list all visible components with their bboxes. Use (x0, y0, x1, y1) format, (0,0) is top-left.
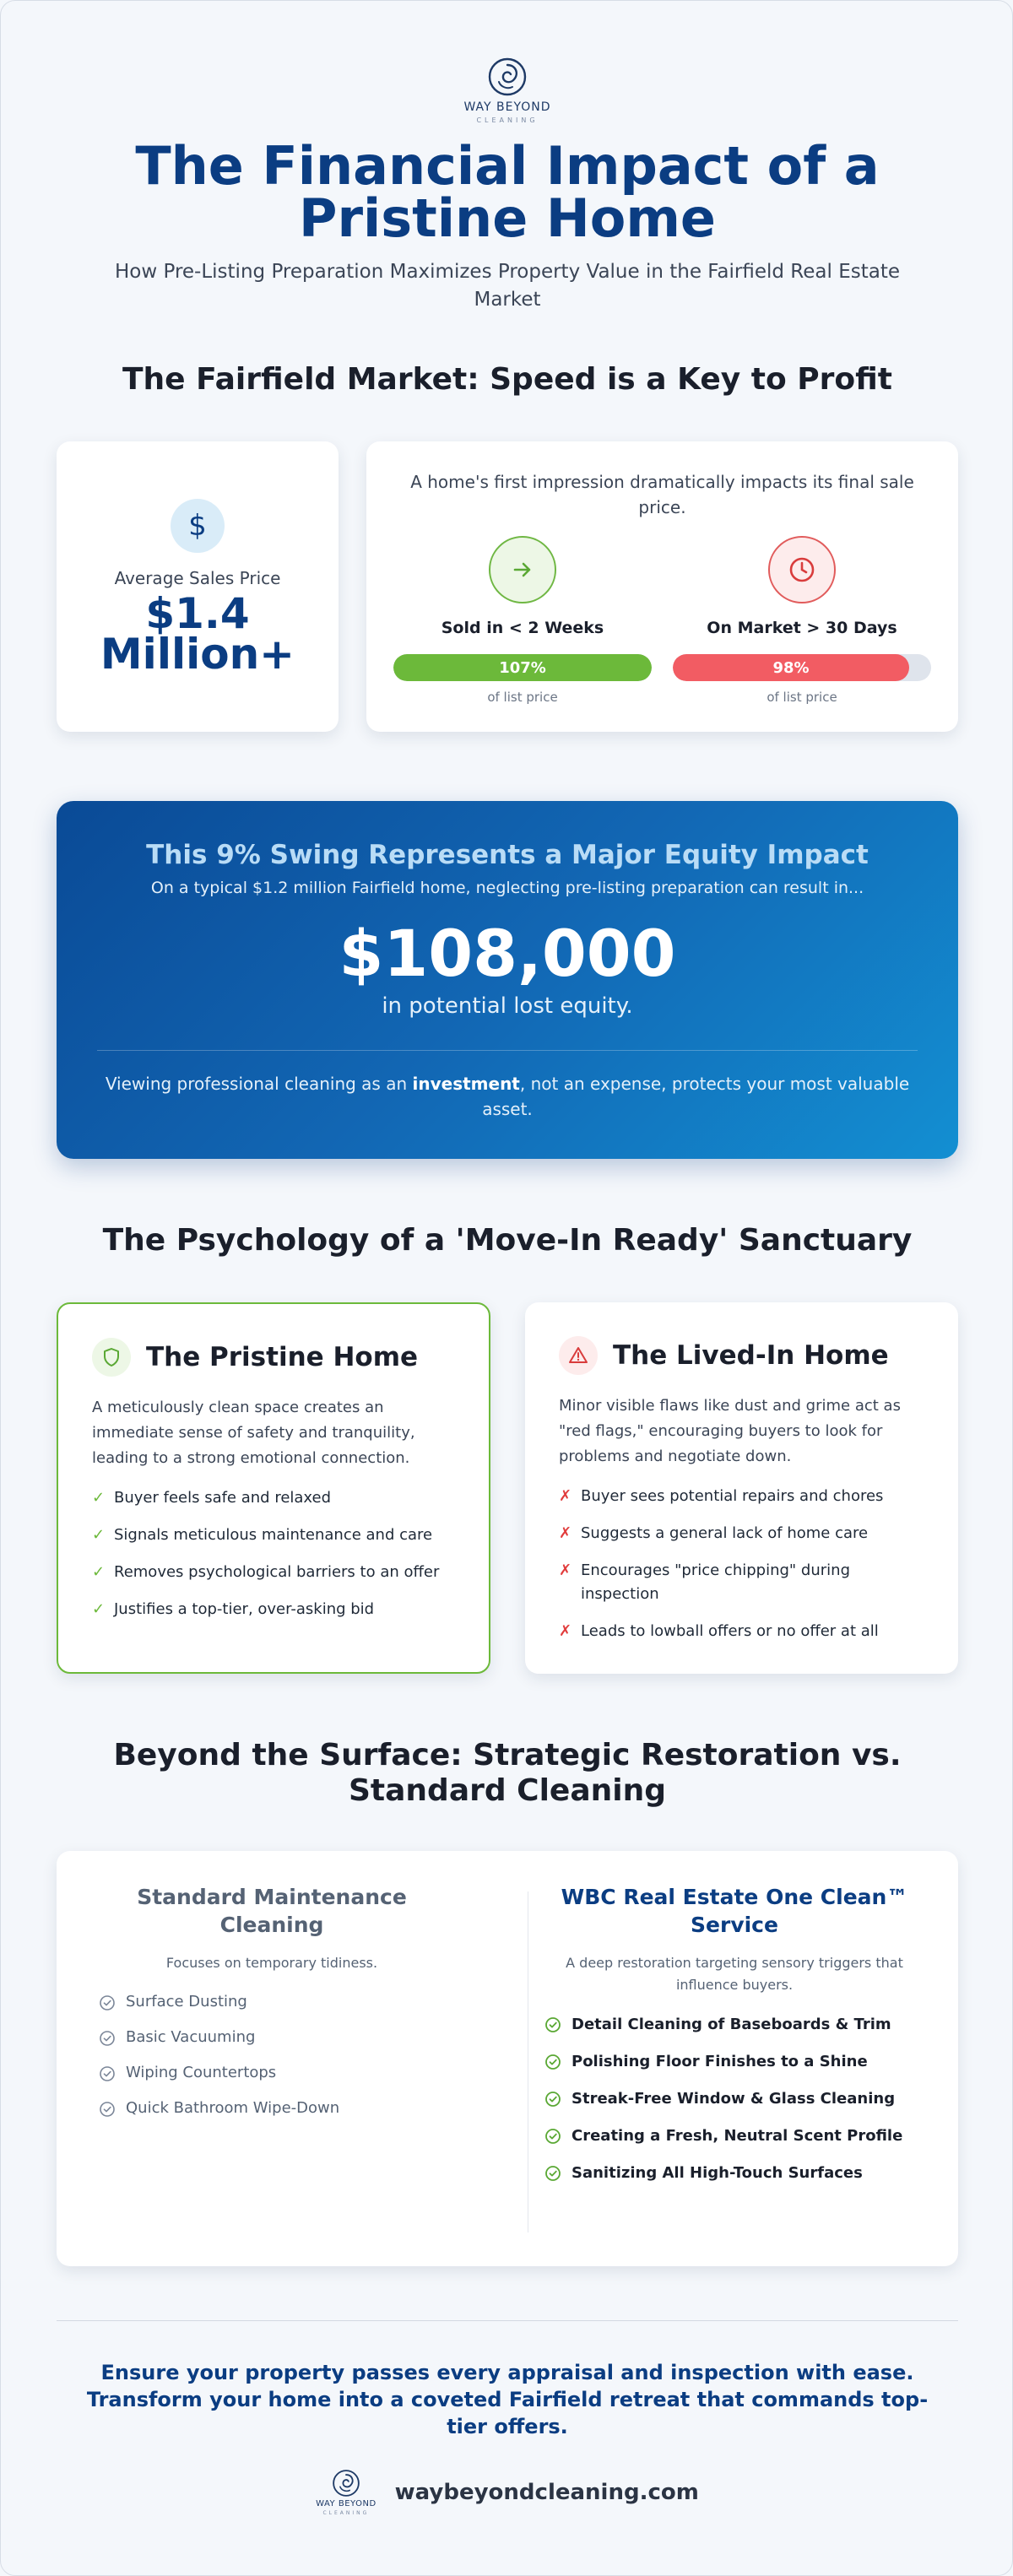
footer-divider (57, 2320, 958, 2321)
average-price-card (57, 441, 339, 732)
swirl-logo-icon (332, 2469, 360, 2498)
check-circle-icon (544, 2091, 561, 2108)
check-circle-icon (544, 2054, 561, 2070)
cross-icon: ✗ (559, 1524, 572, 1542)
logo-wordmark: WAY BEYOND (463, 100, 551, 114)
slow-sale-column (673, 536, 931, 705)
pristine-home-description: A meticulously clean space creates an immediate sense of safety and tranquility, leading to a strong emotional connection. (92, 1399, 415, 1467)
fast-sale-column (393, 536, 652, 705)
restoration-section-title: Beyond the Surface: Strategic Restoration vs. Standard Cleaning (113, 1738, 902, 1808)
website-link[interactable]: waybeyondcleaning.com (394, 2480, 699, 2505)
footer-brand (1, 2469, 1013, 2516)
lived-in-home-card (525, 1302, 958, 1674)
market-section-title: The Fairfield Market: Speed is a Key to Profit (122, 362, 893, 397)
warning-icon (559, 1336, 598, 1375)
equity-title: This 9% Swing Represents a Major Equity Impact (146, 840, 869, 870)
list-item (92, 1598, 455, 1621)
footer-logo (316, 2469, 376, 2516)
lived-in-home-title: The Lived-In Home (613, 1340, 889, 1371)
footer-logo-subtext: CLEANING (322, 2510, 370, 2516)
note-text-end: , not an expense, protects your most valuable asset. (482, 1074, 910, 1119)
list-item-text: Wiping Countertops (126, 2064, 277, 2081)
list-item (99, 2027, 445, 2048)
check-icon: ✓ (92, 1489, 106, 1507)
fast-sale-label: Sold in < 2 Weeks (441, 619, 604, 637)
slow-sale-label: On Market > 30 Days (707, 619, 897, 637)
lived-in-drawbacks-list (559, 1485, 924, 1643)
list-item-text: Removes psychological barriers to an offer (114, 1563, 440, 1581)
check-circle-icon (99, 2030, 116, 2047)
arrow-right-icon (489, 536, 556, 603)
slow-sale-bar-track (673, 654, 931, 681)
equity-impact-banner (57, 801, 958, 1159)
clock-icon (768, 536, 836, 603)
standard-cleaning-description: Focuses on temporary tidiness. (165, 1955, 378, 1971)
list-item (544, 2013, 924, 2037)
psychology-section-title: The Psychology of a 'Move-In Ready' Sanctuary (102, 1223, 913, 1258)
dollar-icon: $ (171, 499, 225, 553)
check-circle-icon (544, 2128, 561, 2145)
lived-in-home-description: Minor visible flaws like dust and grime act as "red flags," encouraging buyers to look for problems and negotiate down. (559, 1397, 901, 1465)
logo-subtext: CLEANING (476, 116, 539, 124)
check-circle-icon (99, 1994, 116, 2011)
check-circle-icon (544, 2016, 561, 2033)
list-item (544, 2087, 924, 2111)
cross-icon: ✗ (559, 1487, 572, 1505)
comparison-intro: A home's first impression dramatically impacts its final sale price. (410, 472, 914, 517)
wbc-service-description: A deep restoration targeting sensory triggers that influence buyers. (566, 1955, 903, 1993)
footer-call-to-action: Ensure your property passes every appraisal and inspection with ease. Transform your home into a coveted Fairfield retreat that commands top-tier offers. (86, 2361, 929, 2438)
note-text-start: Viewing professional cleaning as an (105, 1074, 413, 1094)
pristine-home-title: The Pristine Home (146, 1342, 419, 1372)
check-icon: ✓ (92, 1563, 106, 1581)
sale-speed-comparison-card (366, 441, 958, 732)
stat-label: Average Sales Price (114, 568, 281, 588)
fast-sale-caption: of list price (487, 690, 558, 705)
equity-subtitle: On a typical $1.2 million Fairfield home, neglecting pre-listing preparation can result in... (150, 879, 864, 897)
footer-logo-wordmark: WAY BEYOND (316, 2499, 376, 2508)
check-icon: ✓ (92, 1600, 106, 1618)
list-item-text: Sanitizing All High-Touch Surfaces (572, 2164, 863, 2182)
shield-icon (92, 1338, 131, 1377)
investment-note (99, 1071, 916, 1122)
cross-icon: ✗ (559, 1622, 572, 1640)
list-item-text: Suggests a general lack of home care (581, 1524, 869, 1542)
fast-sale-bar-fill: 107% (393, 654, 652, 681)
standard-cleaning-list (99, 1991, 445, 2119)
list-item (99, 2062, 445, 2084)
pristine-home-card (57, 1302, 490, 1674)
list-item (559, 1485, 924, 1508)
check-circle-icon (544, 2165, 561, 2182)
list-item-text: Streak-Free Window & Glass Cleaning (572, 2090, 896, 2108)
standard-cleaning-column (57, 1883, 487, 2133)
list-item (99, 2097, 445, 2119)
swirl-logo-icon (487, 57, 528, 97)
list-item-text: Leads to lowball offers or no offer at all (581, 1622, 879, 1640)
lost-equity-value: $108,000 (339, 916, 676, 991)
list-item-text: Surface Dusting (126, 1993, 247, 2010)
list-item-text: Encourages "price chipping" during inspection (581, 1561, 850, 1603)
cross-icon: ✗ (559, 1561, 572, 1579)
slow-sale-bar-fill: 98% (673, 654, 909, 681)
list-item-text: Creating a Fresh, Neutral Scent Profile (572, 2127, 903, 2145)
stat-value: $1.4 Million+ (100, 589, 295, 679)
list-item-text: Polishing Floor Finishes to a Shine (572, 2053, 868, 2070)
wbc-service-column (528, 1883, 958, 2199)
standard-cleaning-title: Standard Maintenance Cleaning (137, 1885, 407, 1937)
pristine-benefits-list (92, 1486, 455, 1621)
wbc-service-title: WBC Real Estate One Clean™ Service (561, 1885, 908, 1937)
wbc-service-list (544, 2013, 924, 2185)
list-item (92, 1561, 455, 1584)
page-subtitle: How Pre-Listing Preparation Maximizes Property Value in the Fairfield Real Estate Market (115, 261, 900, 311)
brand-logo (1, 57, 1013, 124)
list-item (544, 2050, 924, 2074)
list-item (559, 1559, 924, 1606)
list-item (559, 1620, 924, 1643)
list-item (92, 1486, 455, 1510)
list-item-text: Buyer sees potential repairs and chores (581, 1487, 884, 1505)
check-icon: ✓ (92, 1526, 106, 1544)
banner-divider (97, 1050, 918, 1051)
check-circle-icon (99, 2065, 116, 2082)
note-bold-investment: investment (412, 1074, 520, 1094)
service-comparison-card (57, 1851, 958, 2266)
slow-sale-caption: of list price (767, 690, 837, 705)
list-item (99, 1991, 445, 2013)
list-item (544, 2162, 924, 2185)
list-item (92, 1523, 455, 1547)
list-item-text: Detail Cleaning of Baseboards & Trim (572, 2016, 891, 2033)
list-item (559, 1522, 924, 1545)
check-circle-icon (99, 2101, 116, 2118)
list-item-text: Justifies a top-tier, over-asking bid (114, 1600, 375, 1618)
fast-sale-bar-track (393, 654, 652, 681)
list-item-text: Buyer feels safe and relaxed (114, 1489, 332, 1507)
page-title: The Financial Impact of a Pristine Home (135, 135, 880, 249)
list-item-text: Signals meticulous maintenance and care (114, 1526, 433, 1544)
list-item (544, 2124, 924, 2148)
list-item-text: Quick Bathroom Wipe-Down (126, 2099, 340, 2117)
lost-equity-caption: in potential lost equity. (382, 993, 633, 1019)
list-item-text: Basic Vacuuming (126, 2028, 256, 2046)
